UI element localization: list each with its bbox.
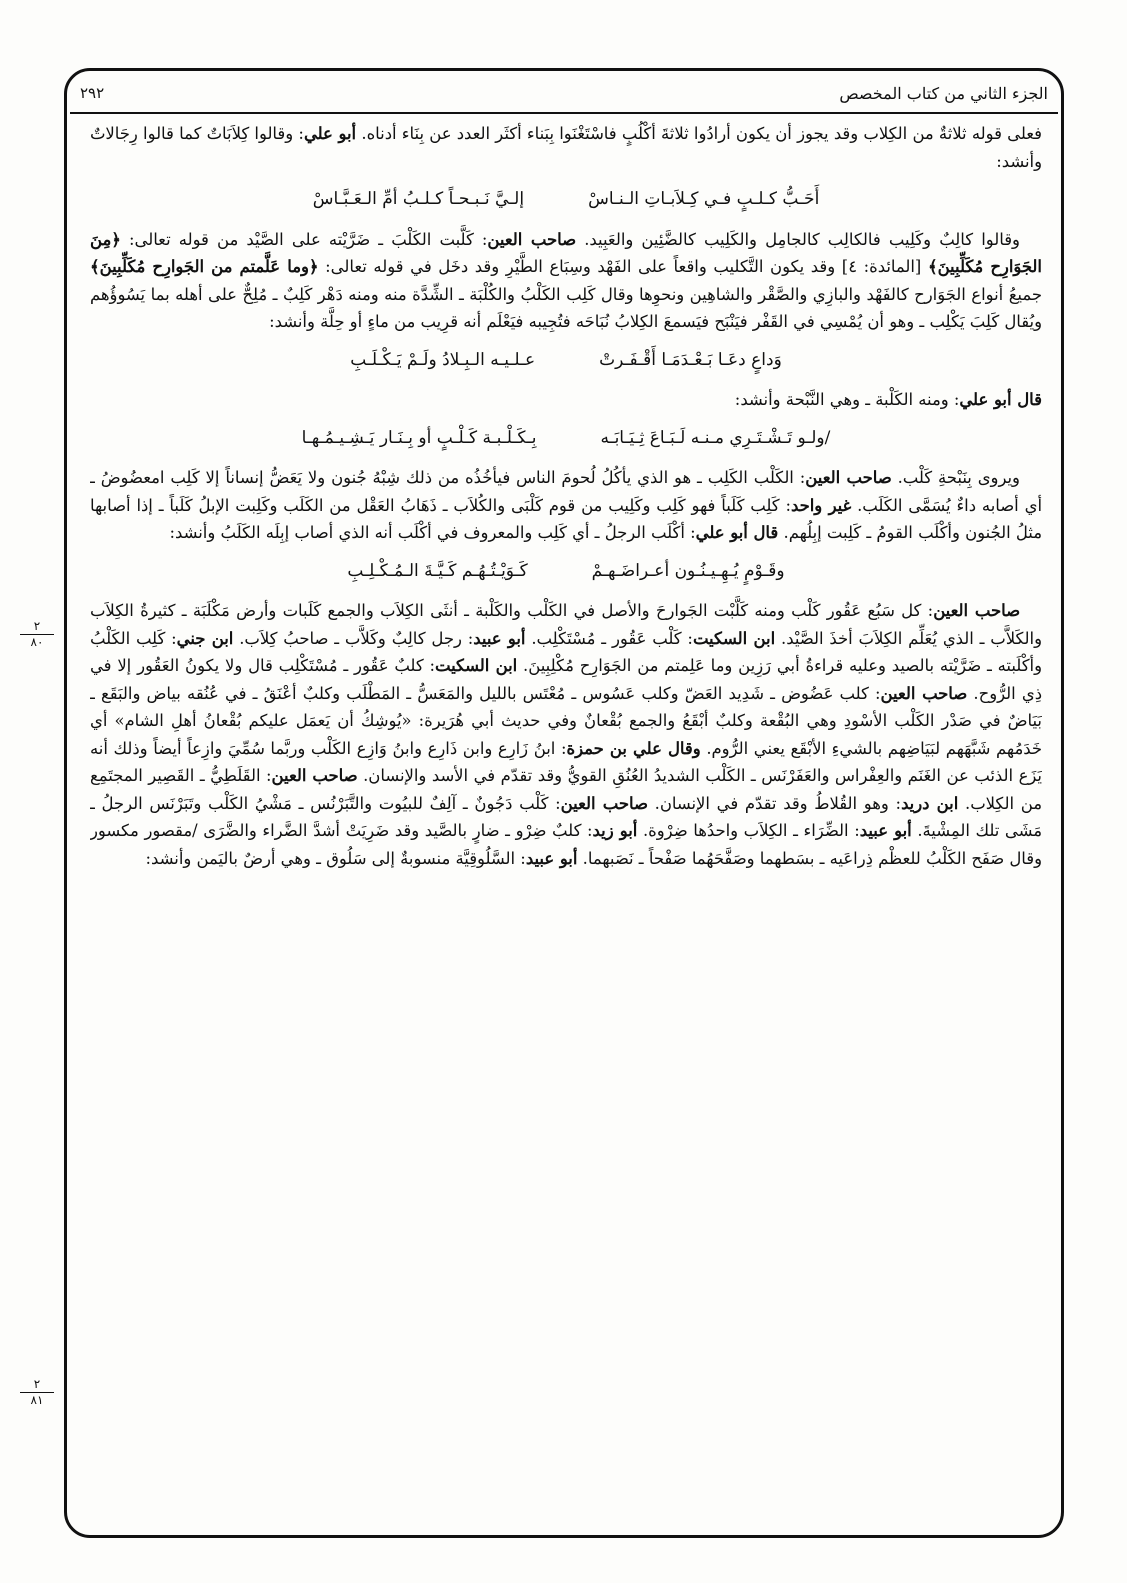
verse — [90, 347, 1042, 375]
verse-first-hemistich: أَحَـبُّ كـلـبٍ فـي كِـلاَبـاتِ الـنـاسْ — [588, 189, 820, 209]
verse — [90, 558, 1042, 586]
paragraph: صاحب العين: كل سَبُع عَقُور كَلْب ومنه كَلَّبْت الجَوارحَ والأصل في الكَلْب والكَلْبة ـ أنثَى الكِلاَب والجمع كَلَبات وأرض مَكْلَبَة ـ كثيرةُ الكِلاَب والكَلاَّب ـ الذي يُعَلِّم الكِلاَبَ أخذَ الصَّيْد. ابن السكيت: كَلْب عَقُور ـ مُسْتَكْلِب. أبو عبيد: رجل كالِبٌ وكَلاَّب ـ صاحبُ كِلاَب. ابن جني: كَلِب الكَلْبُ وأكْلَبته ـ ضَرَّيْته بالصيد وعليه قراءةُ أبي رَزِين وما عَلِمتم من الجَوَارِح مُكْلِبِينَ. ابن السكيت: كلبٌ عَقُور ـ مُسْتَكْلِب قال ولا يكونُ العَقُور إلا في ذِي الرُّوح. صاحب العين: كلب عَضُوض ـ شَدِيد العَضّ وكلب عَسُوس ـ مُعْتَس بالليل والمَعَسُّ ـ المَطْلَب وكلبٌ أعْنَقُ ـ في عُنُقه بياض والبَقَع ـ بَيَاضٌ في صَدْر الكَلْب الأسْودِ وهي البُقْعة وكلبٌ أبْقَعُ والجمع بُقْعانٌ وفي حديث أبي هُرَيرة: «يُوشِكُ أن يَعمَل عليكم بُقْعانُ أهلِ الشام» أي خَدَمُهم شَبَّهَهم لبَيَاضِهم بالشيءِ الأبْقَع يعني الرُّوم. وقال علي بن حمزة: ابنُ زَارِع وابن ذَارِع وابنُ وَازِع الكَلْب وربَّما سُمِّيَ وازِعاً أيضاً وذلك أنه يَزَع الذئب عن الغَنَم والعِفْراس والعَفَرْنَس ـ الكَلْب الشديدُ العُنُقِ القويُّ وقد تقدّم في الأسد والإنسان. صاحب العين: القَلَطِيُّ ـ القَصِير المجتَمِع من الكِلاب. ابن دريد: وهو القُلاطُ وقد تقدّم في الإنسان. صاحب العين: كَلْب دَجُونٌ ـ آلِفٌ للبيُوت والتَّبَرْنُس ـ مَشْيُ الكَلْب وتَبَرْنَس الرجلُ ـ مَشَى تلك المِشْيةَ. أبو عبيد: الضِّرَاء ـ الكِلاَب واحدُها ضِرْوة. أبو زيد: كلبٌ ضِرْو ـ ضارٍ بالصَّيد وقد ضَرِيَتْ أشدَّ الضَّراء والضَّرَى /مقصور مكسور وقال صَفَح الكَلْبُ للعظْم ذِراعَيه ـ بسَطهما وصَفَّحَهُما صَفْحاً ـ نَصَبهما. أبو عبيد: السَّلُوقِيَّة منسوبةٌ إلى سَلُوق ـ وهي أرضٌ باليَمن وأنشد: — [90, 601, 1042, 868]
page-number: ٢٩٢ — [80, 84, 105, 102]
verse-second-hemistich: بِـكَـلْـبـة كَـلْـبٍ أو بِـنَـار يَـشِـيـمُـهـا — [301, 427, 537, 448]
paragraph: ويروى بِنَبْحةِ كَلْب. صاحب العين: الكَلْب الكَلِب ـ هو الذي يأكُلُ لُحومَ الناس فيأخُذُه من ذلك شِبْهُ جُنون ولا يَعَضُّ إنساناً إلا كَلِب امعضُوضُ ـ أي أصابه داءٌ يُسَمَّى الكَلَب. غير واحد: كَلِب كَلَباً فهو كَلِب وكَلِيب من قوم كَلْبَى والكُلاَب ـ ذَهَابُ العَقْل من الكَلَب وكَلِبت الإبلُ كَلَباً ـ إذا أصابها مثلُ الجُنون وأكْلَب القومُ ـ كَلِبت إبِلُهم. قال أبو علي: أكْلَب الرجلُ ـ أي كَلِب والمعروف في أكْلَب أنه الذي أصاب إبِلَه الكَلَبُ وأنشد: — [90, 468, 1042, 542]
source-name: صاحب العين — [880, 683, 968, 703]
page-header — [80, 76, 1048, 110]
verse — [90, 186, 1042, 214]
source-name: أبو عبيد — [525, 848, 578, 868]
verse-first-hemistich: وَداعٍ دعَـا بَـعْـدَمَـا أَقْـفَـرتْ — [599, 349, 782, 370]
source-name: ابن السكيت — [435, 656, 518, 675]
running-title: الجزء الثاني من كتاب المخصص — [839, 83, 1048, 103]
margin-folio-note: ٢ ٨١ — [20, 1378, 54, 1407]
main-text — [90, 120, 1042, 1525]
source-name: أبو عبيد — [859, 821, 912, 840]
verse-second-hemistich: كَـوَيْـتُـهُـم كَـيَّـةَ الـمُـكْـلِـبِ — [347, 560, 528, 581]
source-name: غير واحد — [791, 495, 852, 515]
paragraph: قال أبو علي: ومنه الكَلْبة ـ وهي النَّبْحة وأنشد: — [734, 390, 1042, 409]
source-name: قال أبو علي — [695, 523, 779, 542]
verse-first-hemistich: وقَـوْمٍ يُـهِـيـنُـون أعـراضَـهـمْ — [591, 560, 785, 581]
source-name: صاحب العين — [271, 766, 358, 785]
verse-second-hemistich: عـلـيـه الـبِـلادُ ولَـمْ يَـكْـلَـبِ — [350, 349, 536, 370]
paragraph: فعلى قوله ثلاثةٌ من الكِلاب وقد يجوز أن يكون أرادُوا ثلاثةَ أكْلُبٍ فاسْتَغْنَوا بِبَناء أكثَر العدد عن بِنَاء أدناه. أبو علي: وقالوا كِلاَبَاتٌ كما قالوا رِجَالاتٌ وأنشد: — [90, 124, 1042, 171]
source-name: أبو زيد — [592, 821, 638, 840]
quran-quote: ﴿وما عَلَّمتم من الجَوارِح مُكَلِّبِينَ﴾ — [90, 257, 319, 276]
source-name: ابن السكيت — [692, 628, 776, 648]
quran-quote: ﴿مِنَ الجَوَارِح مُكَلِّبِينَ﴾ — [90, 229, 1042, 276]
source-name: ابن جني — [176, 628, 234, 648]
header-divider — [70, 112, 1058, 114]
margin-folio-note: ٢ ٨٠ — [20, 620, 54, 649]
source-name: صاحب العين — [805, 468, 892, 487]
verse-second-hemistich: إلـيَّ نَـبـحـاً كـلـبُ أمِّ الـعَـبَّـاسْ — [312, 189, 525, 209]
source-name: ابن دريد — [901, 793, 959, 813]
source-name: أبو علي — [303, 124, 357, 143]
source-name: صاحب العين — [487, 229, 577, 249]
source-name: قال أبو علي — [959, 390, 1042, 409]
source-name: صاحب العين — [933, 601, 1020, 620]
verse — [90, 425, 1042, 453]
source-name: وقال علي بن حمزة — [566, 738, 701, 758]
verse-first-hemistich: /ولـو تَـشْـتَـرِي مـنـه لَـبَـاعَ ثِـيَـابَـه — [600, 427, 831, 448]
source-name: أبو عبيد — [473, 628, 526, 648]
paragraph: وقالوا كالِبٌ وكَلِيب فالكالِب كالجامِل والكَلِيب كالضَّئِين والعَبِيد. صاحب العين: كَلَّبت الكَلْبَ ـ ضَرَّيْته على الصَّيْد من قوله تعالى: ﴿مِنَ الجَوَارِح مُكَلِّبِينَ﴾ [المائدة: ٤] وقد يكون التَّكليب واقعاً على الفَهْد وسِبَاع الطَّيْرِ وقد دخَل في قوله تعالى: ﴿وما عَلَّمتم من الجَوارِح مُكَلِّبِينَ﴾ جميعُ أنواع الجَوَارح كالفَهْد والبازِي والصَّقْر والشاهِين ونحوِها وقال كَلِب الكَلْبُ والكُلْبَة ـ الشِّدَّة منه ومنه دَهْر كَلِبٌ ـ مُلِحٌّ على أهله بما يَسُوؤُهم ويُقال كَلِبَ يَكْلِب ـ وهو أن يُمْسِي في القَفْر فيَنْبَح فيَسمعَ الكِلابُ نُبَاحَه فتُجِيبه فيَعْلَم أنه قرِيب من ماءٍ أو حِلَّة وأنشد: — [90, 229, 1042, 331]
source-name: صاحب العين — [560, 793, 648, 813]
